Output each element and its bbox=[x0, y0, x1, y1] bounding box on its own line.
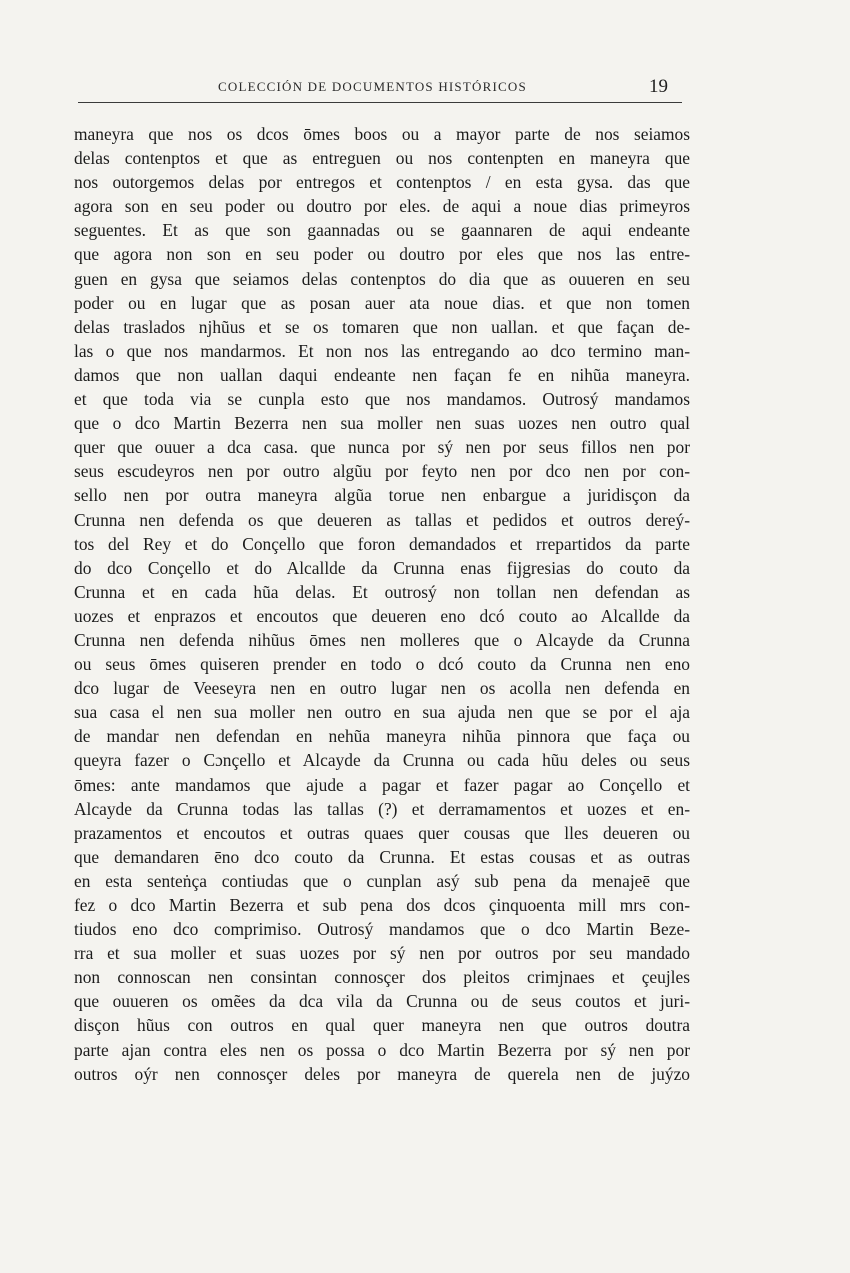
body-line: disçon hũus con outros en qual quer maneyra nen que outros doutra bbox=[74, 1015, 690, 1036]
body-line: que o dco Martin Bezerra nen sua moller nen suas uozes nen outro qual bbox=[74, 413, 690, 434]
running-title: COLECCIÓN DE DOCUMENTOS HISTÓRICOS bbox=[218, 79, 527, 94]
body-line: sua casa el nen sua moller nen outro en sua ajuda nen que se por el aja bbox=[74, 702, 690, 723]
body-line: que ouueren os omẽes da dca vila da Crunna ou de seus coutos et juri- bbox=[74, 991, 690, 1012]
body-line: outros oýr nen connosçer deles por maneyra de querela nen de juýzo bbox=[74, 1063, 690, 1084]
body-line: Alcayde da Crunna todas las tallas (?) et derramamentos et uozes et en- bbox=[74, 798, 690, 819]
body-line: non connoscan nen consintan connosçer dos pleitos crimjnaes et çeujles bbox=[74, 967, 690, 988]
body-line: maneyra que nos os dcos ōmes boos ou a mayor parte de nos seiamos bbox=[74, 124, 690, 144]
body-line: nos outorgemos delas por entregos et contenptos / en esta gysa. das que bbox=[74, 172, 690, 193]
body-line: ōmes: ante mandamos que ajude a pagar et fazer pagar ao Conçello et bbox=[74, 774, 690, 795]
body-line: tos del Rey et do Conçello que foron demandados et rrepartidos da parte bbox=[74, 533, 690, 554]
body-line: ou seus ōmes quiseren prender en todo o dcó couto da Crunna nen eno bbox=[74, 654, 690, 675]
body-line: que agora non son en seu poder ou doutro por eles que nos las entre- bbox=[74, 244, 690, 265]
body-line: Crunna nen defenda os que deueren as tallas et pedidos et outros dereý- bbox=[74, 509, 690, 530]
body-line: que demandaren ēno dco couto da Crunna. Et estas cousas et as outras bbox=[74, 846, 690, 867]
body-line: rra et sua moller et suas uozes por sý nen por outros por seu mandado bbox=[74, 943, 690, 964]
body-line: et que toda via se cunpla esto que nos mandamos. Outrosý mandamos bbox=[74, 389, 690, 410]
running-head bbox=[76, 76, 682, 100]
body-line: agora son en seu poder ou doutro por eles. de aqui a noue dias primeyros bbox=[74, 196, 690, 217]
page-number: 19 bbox=[649, 76, 668, 97]
body-line: damos que non uallan daqui endeante nen façan fe en nihũa maneyra. bbox=[74, 364, 690, 385]
body-line: quer que ouuer a dca casa. que nunca por sý nen por seus fillos nen por bbox=[74, 437, 690, 458]
body-line: delas contenptos et que as entreguen ou nos contenpten en maneyra que bbox=[74, 148, 690, 169]
body-line: Crunna et en cada hũa delas. Et outrosý non tollan nen defendan as bbox=[74, 581, 690, 602]
body-line: seguentes. Et as que son gaannadas ou se gaannaren de aqui endeante bbox=[74, 220, 690, 241]
body-line: fez o dco Martin Bezerra et sub pena dos dcos çinquoenta mill mrs con- bbox=[74, 895, 690, 915]
body-line: dco lugar de Veeseyra nen en outro lugar nen os acolla nen defenda en bbox=[74, 678, 690, 699]
body-text bbox=[74, 122, 690, 1086]
header-rule bbox=[78, 102, 682, 103]
body-line: en esta senteṅça contiudas que o cunplan asý sub pena da menajeē que bbox=[74, 870, 690, 891]
body-line: Crunna nen defenda nihũus ōmes nen molleres que o Alcayde da Crunna bbox=[74, 629, 690, 650]
body-line: tiudos eno dco comprimiso. Outrosý mandamos que o dco Martin Beze- bbox=[74, 919, 690, 940]
body-line: las o que nos mandarmos. Et non nos las entregando ao dco termino man- bbox=[74, 340, 690, 361]
body-line: delas traslados njhũus et se os tomaren que non uallan. et que façan de- bbox=[74, 316, 690, 337]
body-line: queyra fazer o Cɔnçello et Alcayde da Crunna ou cada hũu deles ou seus bbox=[74, 750, 690, 771]
body-line: guen en gysa que seiamos delas contenptos do dia que as ouueren en seu bbox=[74, 268, 690, 289]
body-line: sello nen por outra maneyra algũa torue nen enbargue a juridisçon da bbox=[74, 485, 690, 506]
body-line: prazamentos et encoutos et outras quaes quer cousas que lles deueren ou bbox=[74, 822, 690, 843]
body-line: parte ajan contra eles nen os possa o dco Martin Bezerra por sý nen por bbox=[74, 1039, 690, 1060]
body-line: do dco Conçello et do Alcallde da Crunna enas fijgresias do couto da bbox=[74, 557, 690, 578]
body-line: poder ou en lugar que as posan auer ata noue dias. et que non tomen bbox=[74, 292, 690, 313]
body-line: seus escudeyros nen por outro algũu por feyto nen por dco nen por con- bbox=[74, 461, 690, 482]
body-line: uozes et enprazos et encoutos que deueren eno dcó couto ao Alcallde da bbox=[74, 605, 690, 626]
body-line: de mandar nen defendan en nehũa maneyra nihũa pinnora que faça ou bbox=[74, 726, 690, 747]
